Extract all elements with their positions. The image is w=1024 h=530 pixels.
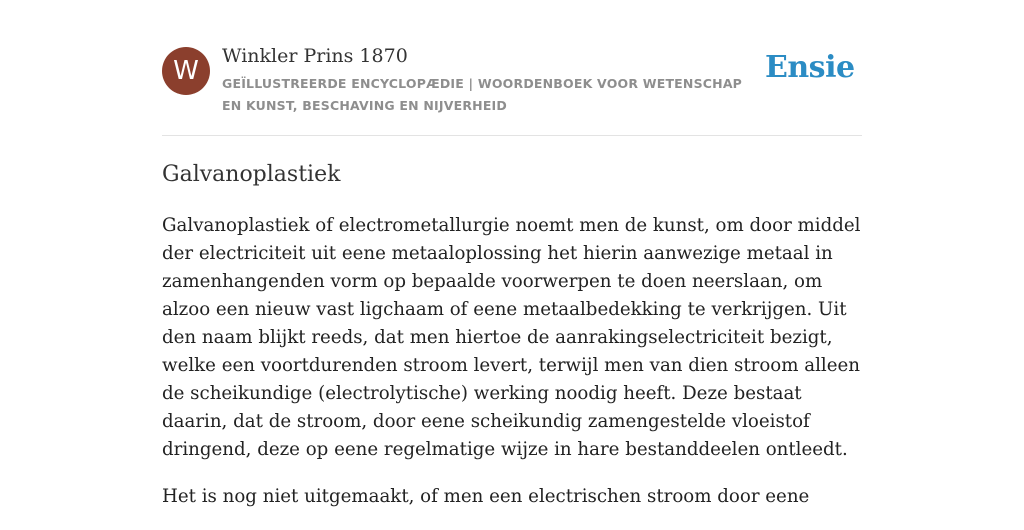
article-body <box>162 212 866 530</box>
source-subtitle: GEÏLLUSTREERDE ENCYCLOPÆDIE | WOORDENBOEK VOOR WETENSCHAP EN KUNST, BESCHAVING EN NIJVERHEID <box>222 76 743 113</box>
ensie-logo[interactable]: Ensie <box>765 50 855 85</box>
source-title[interactable]: Winkler Prins 1870 <box>222 45 408 67</box>
article-paragraph: Galvanoplastiek of electrometallurgie noemt men de kunst, om door middel der electriciteit uit eene metaaloplossing het hierin aanwezige metaal in zamenhangenden vorm op bepaalde voorwerpen te doen neerslaan, om alzoo een nieuw vast ligchaam of eene metaalbedekking te verkrijgen. Uit den naam blijkt reeds, dat men hiertoe de aanrakingselectriciteit bezigt, welke een voortdurenden stroom levert, terwijl men van dien stroom alleen de scheikundige (electrolytische) werking noodig heeft. Deze bestaat daarin, dat de stroom, door eene scheikundig zamengestelde vloeistof dringend, deze op eene regelmatige wijze in hare bestanddeelen ontleedt. <box>162 215 861 460</box>
header-divider <box>162 135 862 136</box>
article-title: Galvanoplastiek <box>162 162 341 187</box>
article-paragraph: Het is nog niet uitgemaakt, of men een electrischen stroom door eene <box>162 486 810 507</box>
source-avatar: W <box>162 47 210 95</box>
